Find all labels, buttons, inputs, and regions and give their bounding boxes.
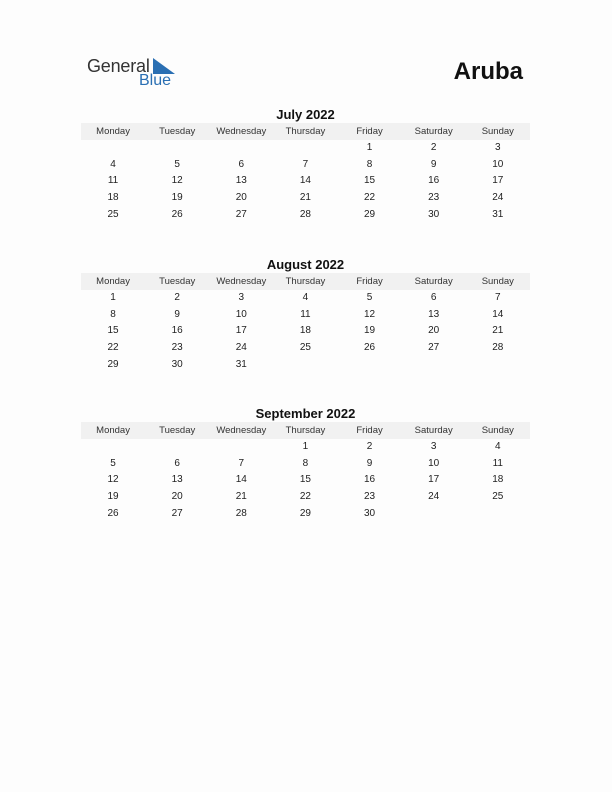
day-cell: 19 <box>107 491 119 503</box>
day-cell: 11 <box>492 457 503 469</box>
weekday-header: Wednesday <box>216 425 267 436</box>
day-cell: 27 <box>235 208 247 220</box>
weekday-header-row <box>81 273 530 290</box>
day-cell: 18 <box>492 474 504 486</box>
day-cell: 27 <box>171 507 183 519</box>
day-cell: 24 <box>235 342 247 354</box>
day-cell: 14 <box>299 175 311 187</box>
day-cell: 6 <box>238 158 245 170</box>
day-cell: 1 <box>366 142 373 153</box>
day-cell: 23 <box>428 192 440 204</box>
weekday-header: Thursday <box>285 425 326 436</box>
day-cell: 24 <box>492 192 504 204</box>
day-cell: 9 <box>174 308 180 320</box>
weekday-header: Tuesday <box>159 425 196 436</box>
day-cell: 8 <box>110 308 116 320</box>
day-cell: 21 <box>299 192 311 204</box>
country-title: Aruba <box>453 58 523 85</box>
day-cell: 28 <box>235 507 247 519</box>
day-cell: 26 <box>171 208 183 220</box>
day-cell: 16 <box>428 175 440 187</box>
month-title: August 2022 <box>266 257 345 272</box>
day-cell: 7 <box>302 158 309 170</box>
generalblue-logo <box>87 56 187 92</box>
calendar-grid <box>81 123 530 223</box>
week-row <box>81 357 530 374</box>
day-cell: 12 <box>364 308 376 320</box>
weekday-header: Monday <box>96 276 130 287</box>
day-cell: 22 <box>107 342 119 354</box>
day-cell: 11 <box>300 308 311 320</box>
week-row <box>81 456 530 473</box>
day-cell: 26 <box>107 507 119 519</box>
weekday-header: Wednesday <box>216 126 267 137</box>
week-row <box>81 207 530 224</box>
day-cell: 4 <box>302 292 309 303</box>
week-row <box>81 323 530 340</box>
day-cell: 21 <box>492 325 504 337</box>
week-row <box>81 439 530 456</box>
weekday-header: Saturday <box>414 425 453 436</box>
day-cell <box>145 439 209 456</box>
day-cell: 25 <box>492 491 504 503</box>
day-cell: 27 <box>428 342 440 354</box>
day-cell: 5 <box>174 158 180 170</box>
day-cell <box>209 439 273 456</box>
weekday-header: Friday <box>356 425 383 436</box>
day-cell <box>402 506 466 523</box>
day-cell <box>273 140 337 157</box>
weekday-header: Monday <box>96 425 130 436</box>
calendar-grid <box>81 273 530 373</box>
day-cell: 13 <box>235 175 247 187</box>
day-cell: 30 <box>171 358 183 370</box>
day-cell <box>338 357 402 374</box>
week-row <box>81 173 530 190</box>
day-cell: 22 <box>299 491 311 503</box>
day-cell: 28 <box>492 342 504 354</box>
day-cell: 20 <box>171 491 183 503</box>
weekday-header: Saturday <box>414 126 453 137</box>
day-cell: 16 <box>364 474 376 486</box>
day-cell: 18 <box>107 192 119 204</box>
day-cell <box>145 140 209 157</box>
day-cell: 2 <box>174 292 180 303</box>
weekday-header: Sunday <box>481 276 514 287</box>
day-cell: 18 <box>299 325 311 337</box>
day-cell: 28 <box>299 208 311 220</box>
month-calendar <box>81 256 530 373</box>
day-cell: 24 <box>428 491 440 503</box>
day-cell: 9 <box>366 457 373 469</box>
weekday-header: Sunday <box>481 425 514 436</box>
day-cell: 31 <box>492 208 504 220</box>
day-cell: 5 <box>366 292 373 303</box>
day-cell: 1 <box>110 292 116 303</box>
day-cell: 25 <box>107 208 119 220</box>
day-cell: 3 <box>238 292 245 303</box>
day-cell: 10 <box>235 308 247 320</box>
weekday-header: Tuesday <box>159 126 196 137</box>
weekday-header: Tuesday <box>159 276 196 287</box>
day-cell: 6 <box>174 457 180 469</box>
day-cell: 22 <box>364 192 376 204</box>
week-row <box>81 506 530 523</box>
day-cell: 29 <box>364 208 376 220</box>
weekday-header: Monday <box>96 126 130 137</box>
day-cell: 3 <box>495 142 501 153</box>
day-cell: 15 <box>299 474 311 486</box>
day-cell: 23 <box>364 491 376 503</box>
logo-text-general: General <box>87 56 150 76</box>
day-cell: 25 <box>299 342 311 354</box>
week-row <box>81 307 530 324</box>
day-cell: 17 <box>428 474 440 486</box>
weekday-header: Thursday <box>285 276 326 287</box>
day-cell: 4 <box>110 158 116 170</box>
day-cell: 4 <box>495 441 501 452</box>
day-cell: 30 <box>428 208 440 220</box>
month-calendar <box>81 106 530 223</box>
week-row <box>81 472 530 489</box>
week-row <box>81 489 530 506</box>
day-cell: 16 <box>171 325 183 337</box>
month-title: July 2022 <box>276 107 335 122</box>
day-cell: 26 <box>364 342 376 354</box>
day-cell <box>466 357 530 374</box>
day-cell: 12 <box>107 474 119 486</box>
day-cell: 15 <box>364 175 376 187</box>
day-cell: 14 <box>235 474 247 486</box>
month-title: September 2022 <box>255 406 356 421</box>
weekday-header: Saturday <box>414 276 453 287</box>
weekday-header-row <box>81 422 530 439</box>
day-cell: 8 <box>302 457 309 469</box>
day-cell: 6 <box>430 292 437 303</box>
calendar-grid <box>81 422 530 522</box>
day-cell: 11 <box>107 175 119 187</box>
day-cell: 13 <box>171 474 183 486</box>
day-cell: 5 <box>110 457 116 469</box>
day-cell: 30 <box>364 507 376 519</box>
week-row <box>81 157 530 174</box>
day-cell: 19 <box>171 192 183 204</box>
day-cell: 14 <box>492 308 504 320</box>
day-cell: 10 <box>428 457 440 469</box>
weekday-header: Friday <box>356 276 383 287</box>
week-row <box>81 140 530 157</box>
day-cell <box>273 357 337 374</box>
day-cell <box>81 439 145 456</box>
day-cell: 17 <box>235 325 247 337</box>
day-cell: 20 <box>235 192 247 204</box>
day-cell <box>402 357 466 374</box>
day-cell: 13 <box>428 308 440 320</box>
week-row <box>81 190 530 207</box>
day-cell <box>466 506 530 523</box>
weekday-header: Sunday <box>481 126 514 137</box>
day-cell: 12 <box>171 175 183 187</box>
day-cell: 7 <box>495 292 501 303</box>
day-cell: 7 <box>238 457 245 469</box>
day-cell: 2 <box>430 142 437 153</box>
week-row <box>81 290 530 307</box>
day-cell: 10 <box>492 158 504 170</box>
day-cell: 29 <box>107 358 119 370</box>
day-cell: 8 <box>366 158 373 170</box>
day-cell: 9 <box>430 158 437 170</box>
day-cell: 19 <box>364 325 376 337</box>
day-cell <box>209 140 273 157</box>
logo-text-blue: Blue <box>139 72 172 89</box>
day-cell: 23 <box>171 342 183 354</box>
weekday-header: Thursday <box>285 126 326 137</box>
weekday-header: Friday <box>356 126 383 137</box>
day-cell: 2 <box>366 441 373 452</box>
day-cell: 29 <box>299 507 311 519</box>
weekday-header-row <box>81 123 530 140</box>
month-calendar <box>81 405 530 522</box>
day-cell: 20 <box>428 325 440 337</box>
week-row <box>81 340 530 357</box>
day-cell: 21 <box>235 491 247 503</box>
day-cell: 1 <box>302 441 309 452</box>
day-cell: 15 <box>107 325 119 337</box>
day-cell <box>81 140 145 157</box>
weekday-header: Wednesday <box>216 276 267 287</box>
day-cell: 17 <box>492 175 504 187</box>
day-cell: 31 <box>235 358 247 370</box>
day-cell: 3 <box>430 441 437 452</box>
